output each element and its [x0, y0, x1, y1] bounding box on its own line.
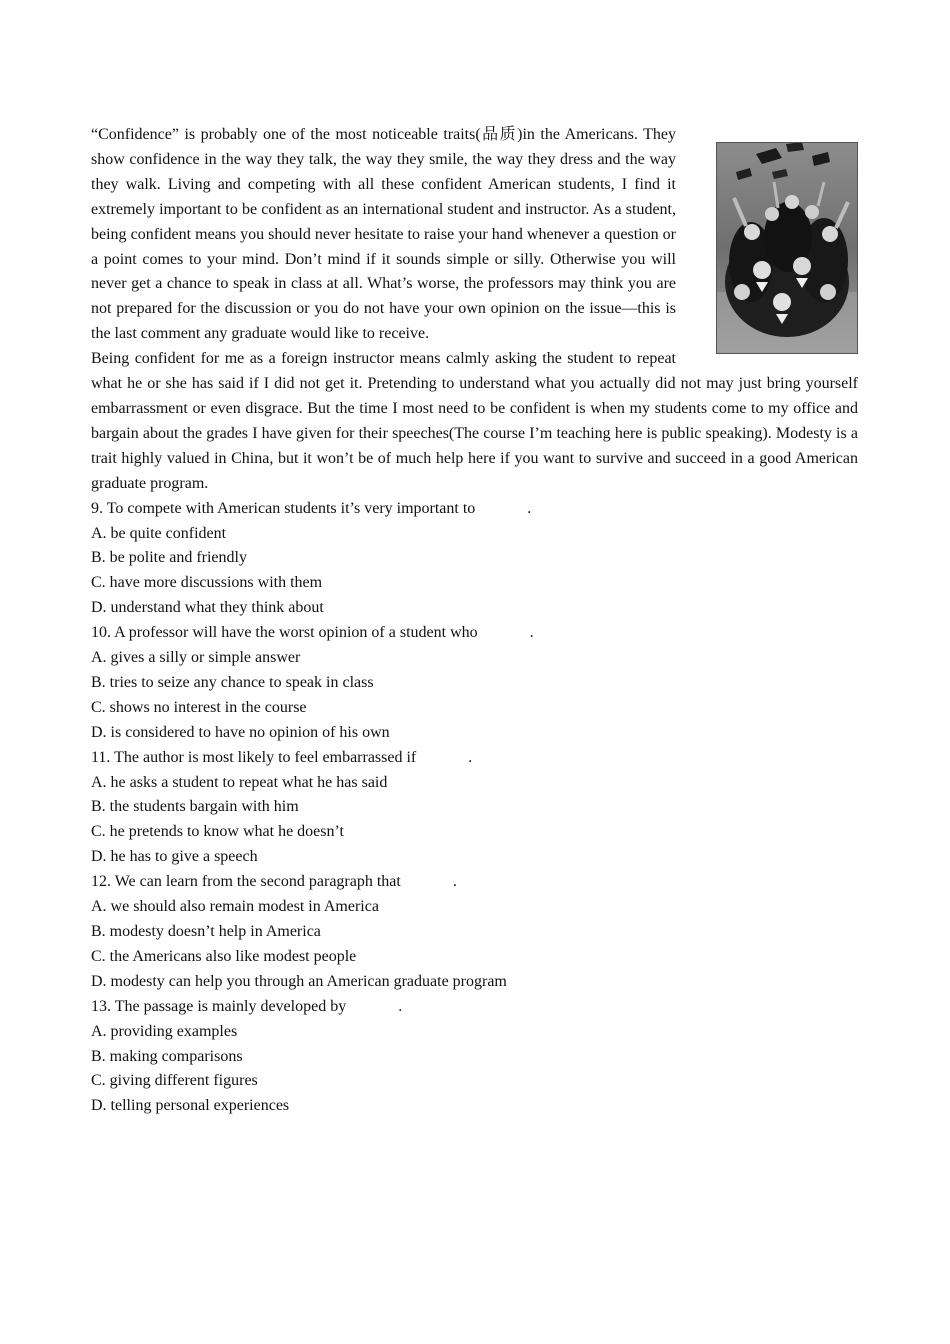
graduates-tossing-caps-photo-icon — [716, 142, 858, 354]
option-a: A. providing examples — [91, 1022, 238, 1040]
option-d: D. modesty can help you through an American graduate program — [91, 972, 507, 990]
question-13 — [91, 995, 858, 1120]
option-c: C. the Americans also like modest people — [91, 947, 357, 965]
option-b: B. tries to seize any chance to speak in class — [91, 673, 374, 691]
passage-paragraph-2: Being confident for me as a foreign instructor means calmly asking the student to repeat what he or she has said if I did not get it. Pretending to understand what you actually did not may just bring yourself embarrassment or even disgrace. But the time I most need to be confident is when my students come to my office and bargain about the grades I have given for their speeches(The course I’m teaching here is public speaking). Modesty is a trait highly valued in China, but it won’t be of much help here if you want to survive and succeed in a good American graduate program. — [91, 350, 858, 492]
question-stem: 9. To compete with American students it’s very important to . — [91, 499, 532, 517]
option-c: C. giving different figures — [91, 1072, 258, 1090]
question-9 — [91, 497, 858, 622]
passage-paragraph-1: “Confidence” is probably one of the most noticeable traits(品质)in the Americans. They show confidence in the way they talk, the way they smile, the way they dress and the way they walk. Living and competing with all these confident American students, I find it extremely important to be confident as an international student and instructor. As a student, being confident means you should never hesitate to raise your hand whenever a question or a point comes to your mind. Don’t mind if it sounds simple or silly. Otherwise you will never get a chance to speak in class at all. What’s worse, the professors may think you are not prepared for the discussion or you do not have your own opinion on the issue—this is the last comment any graduate would like to receive. — [91, 126, 676, 343]
question-11 — [91, 746, 858, 871]
question-stem: 12. We can learn from the second paragraph that . — [91, 873, 457, 891]
option-b: B. modesty doesn’t help in America — [91, 923, 321, 940]
option-b: B. the students bargain with him — [91, 798, 299, 816]
option-d: D. understand what they think about — [91, 599, 324, 617]
graduates-photo — [716, 142, 858, 354]
option-a: A. he asks a student to repeat what he has said — [91, 773, 388, 791]
question-stem: 13. The passage is mainly developed by . — [91, 997, 403, 1015]
question-stem: 10. A professor will have the worst opinion of a student who . — [91, 624, 534, 642]
option-d: D. he has to give a speech — [91, 848, 258, 866]
question-12 — [91, 870, 858, 995]
option-c: C. shows no interest in the course — [91, 698, 307, 716]
option-c: C. he pretends to know what he doesn’t — [91, 823, 344, 841]
option-a: A. we should also remain modest in America — [91, 898, 379, 916]
option-a: A. be quite confident — [91, 524, 227, 542]
option-b: B. be polite and friendly — [91, 549, 247, 567]
question-10 — [91, 621, 858, 746]
option-b: B. making comparisons — [91, 1047, 243, 1065]
question-stem: 11. The author is most likely to feel embarrassed if . — [91, 748, 473, 766]
exam-page — [91, 123, 858, 1119]
option-a: A. gives a silly or simple answer — [91, 649, 301, 667]
option-d: D. telling personal experiences — [91, 1097, 290, 1115]
option-c: C. have more discussions with them — [91, 574, 323, 592]
option-d: D. is considered to have no opinion of his own — [91, 723, 390, 741]
